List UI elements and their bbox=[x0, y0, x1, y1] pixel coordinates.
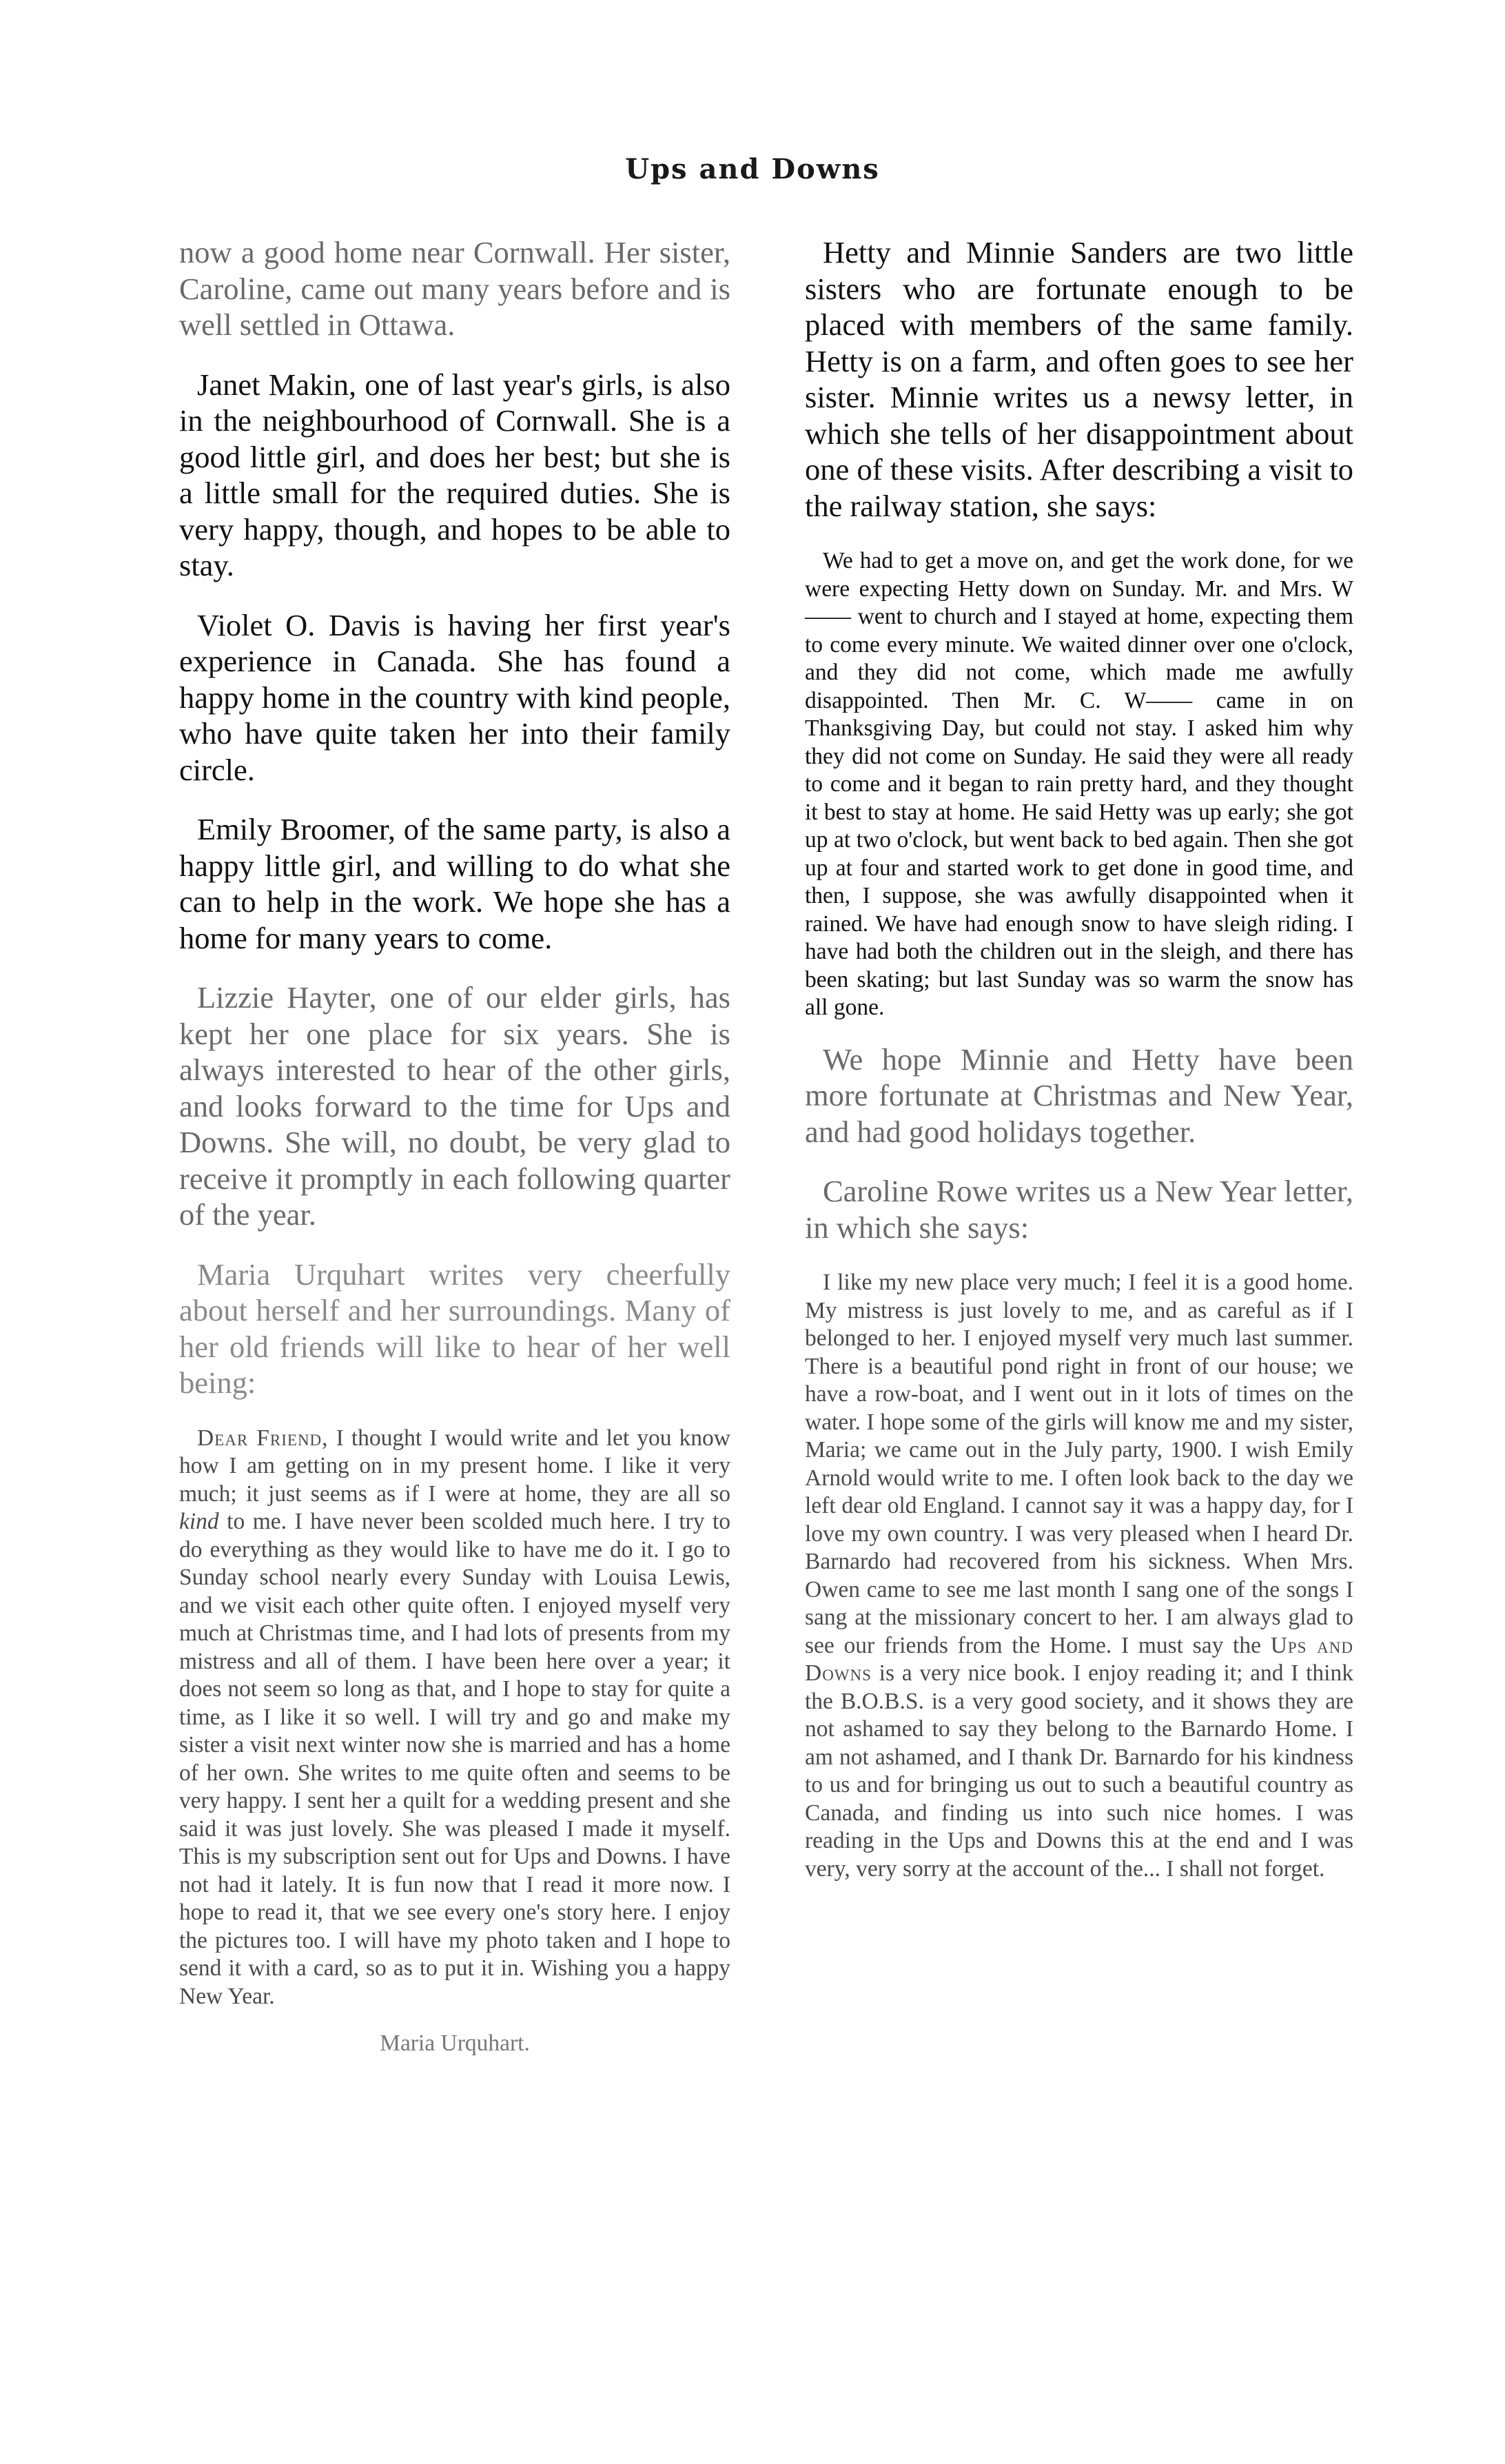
letter-text: We had to get a move on, and get the work done, for we were expecting Hetty down on Sunday. Mr. and Mrs. W—— went to church and I stayed at home, expecting them to come every minute. We waited dinner over one o'clock, and they did not come, which made me awfully disappointed. Then Mr. C. W—— came in on Thanksgiving Day, but could not stay. I asked him why they did not come on Sunday. He said they were all ready to come and it began to rain pretty hard, and they thought it best to stay at home. He said Hetty was up early; she got up at two o'clock, but went back to bed again. Then she got up at four and started work to get done in good time, and then, I suppose, she was awfully disappointed when it rained. We have had enough snow to have sleigh riding. bbox=[805, 548, 1353, 937]
letter-text: I have had both the children out in the sleigh, and there has been skating; but last Sunday was so warm the snow has all gone. bbox=[805, 910, 1353, 1020]
article-paragraph: Janet Makin, one of last year's girls, is also in the neighbourhood of Cornwall. She is a good little girl, and does her best; but she is a little small for the required duties. She is very happy, though, and hopes to be able to stay. bbox=[179, 367, 730, 582]
article-paragraph: Caroline Rowe writes us a New Year letter, in which she says: bbox=[805, 1174, 1353, 1245]
letter-text: I thought I would write and let you know how I am getting on in my present home. I like it very much; it just seems as if I were at home, they are all so bbox=[179, 1425, 731, 1507]
article-paragraph: Hetty and Minnie Sanders are two little sisters who are fortunate enough to be placed with members of the same family. Hetty is on a farm, and often goes to see her sister. Minnie writes us a newsy letter, in which she tells of her disappointment about one of these visits. After describing a visit to the railway station, she says: bbox=[805, 235, 1353, 523]
article-paragraph: We hope Minnie and Hetty have been more fortunate at Christmas and New Year, and had good holidays together. bbox=[805, 1041, 1353, 1149]
article-paragraph: Lizzie Hayter, one of our elder girls, has kept her one place for six years. She is always interested to hear of the other girls, and looks forward to the time for Ups and Downs. She will, no doubt, be very glad to receive it promptly in each following quarter of the year. bbox=[179, 980, 730, 1232]
letter-quote bbox=[805, 1269, 1353, 1883]
letter-salutation: Dear Friend, bbox=[197, 1425, 329, 1451]
letter-text: is a very nice book. I enjoy reading it; and I think the B.O.B.S. is a very good society, and it shows they are not ashamed to say they belong to the Barnardo Home. I am not ashamed, and I thank Dr. Barnardo for his kindness to us and for bringing us out to such a beautiful country as Canada, and finding us into such nice homes. I was reading in the Ups and Downs this at the end and I was very, very sorry at the account of the... I shall not forget. bbox=[805, 1660, 1353, 1882]
letter-emphasis: kind bbox=[179, 1509, 219, 1534]
letter-quote bbox=[805, 547, 1353, 1022]
letter-signature: Maria Urquhart. bbox=[380, 2030, 530, 2056]
left-column bbox=[179, 234, 730, 2057]
magazine-title: Ups and Downs bbox=[805, 1632, 1354, 1686]
letter-text: to me. I have never been scolded much here. I try to do everything as they would like to have me do it. I go to Sunday school nearly every Sunday with Louisa Lewis, and we visit each other quite often. I enjoyed myself very much at Christmas time, and I had lots of presents from my mistress and all of them. I have been here over a year; it does not seem so long as that, and I hope to stay for quite a time, as I like it so well. I will try and go and make my sister a visit next winter now she is married and has a home of her own. She writes to me quite often and seems to be very happy. I sent her a quilt for a wedding present and she said it was just lovely. She was pleased I made it myself. This is my subscription sent out for Ups and Downs. I have not had it lately. It is fun now that I read it more now. I hope to read it, that we see every one's story here. I enjoy the pictures too. I will have my photo taken and I hope to send it with a card, so as to put it in. Wishing you a happy New Year. bbox=[179, 1509, 731, 2009]
running-title: Ups and Downs bbox=[625, 153, 880, 185]
article-paragraph: Maria Urquhart writes very cheerfully about herself and her surroundings. Many of her old friends will like to hear of her well being: bbox=[179, 1256, 730, 1400]
right-column bbox=[805, 234, 1353, 1902]
article-paragraph: Emily Broomer, of the same party, is also a happy little girl, and willing to do what she can to help in the work. We hope she has a home for many years to come. bbox=[179, 812, 730, 955]
article-paragraph: now a good home near Cornwall. Her sister, Caroline, came out many years before and is well settled in Ottawa. bbox=[179, 235, 730, 342]
letter-text: I like my new place very much; I feel it is a good home. My mistress is just lovely to me, and as careful as if I belonged to her. I enjoyed myself very much last summer. There is a beautiful pond right in front of our house; we have a row-boat, and I went out in it lots of times on the water. I hope some of the girls will know me and my sister, Maria; we came out in the July party, 1900. I wish Emily Arnold would write to me. I often look back to the day we left dear old England. I cannot say it was a happy day, for I love my own country. I was very pleased when I heard Dr. Barnardo had recovered from his sickness. When Mrs. Owen came to see me last month I sang one of the songs I sang at the missionary concert to her. I am always glad to see our friends from the Home. I must say the bbox=[805, 1270, 1353, 1658]
letter-quote bbox=[179, 1425, 730, 2011]
article-paragraph: Violet O. Davis is having her first year's experience in Canada. She has found a happy home in the country with kind people, who have quite taken her into their family circle. bbox=[179, 607, 730, 787]
